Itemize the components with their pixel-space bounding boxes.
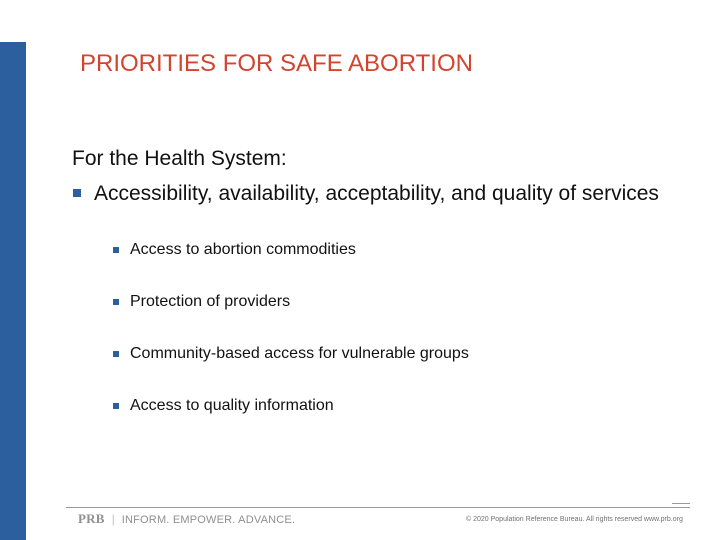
section-heading: For the Health System: <box>72 147 287 170</box>
sub-bullet-item <box>113 396 469 448</box>
slide-title: PRIORITIES FOR SAFE ABORTION <box>80 50 473 77</box>
main-bullet-item <box>72 179 672 208</box>
sub-bullet-item <box>113 240 469 292</box>
copyright-notice: © 2020 Population Reference Bureau. All rights reserved www.prb.org <box>466 516 683 523</box>
small-square-bullet-icon <box>113 351 119 357</box>
small-square-bullet-icon <box>113 299 119 305</box>
sub-bullet-text: Community-based access for vulnerable groups <box>130 345 469 362</box>
square-bullet-icon <box>73 189 81 197</box>
logo-separator: | <box>111 511 115 526</box>
prb-logo <box>78 511 295 528</box>
footer-corner-line <box>672 503 690 504</box>
main-bullet-text: Accessibility, availability, acceptability, and quality of services <box>94 182 659 205</box>
sub-bullet-list <box>113 240 469 448</box>
footer-divider <box>66 507 690 508</box>
sub-bullet-text: Access to quality information <box>130 397 334 414</box>
sub-bullet-item <box>113 344 469 396</box>
sub-bullet-text: Protection of providers <box>130 293 291 310</box>
small-square-bullet-icon <box>113 403 119 409</box>
sub-bullet-text: Access to abortion commodities <box>130 241 356 258</box>
logo-tagline: INFORM. EMPOWER. ADVANCE. <box>121 514 296 526</box>
left-accent-bar <box>0 42 26 540</box>
sub-bullet-item <box>113 292 469 344</box>
logo-brand-text: PRB <box>78 511 105 526</box>
small-square-bullet-icon <box>113 247 119 253</box>
